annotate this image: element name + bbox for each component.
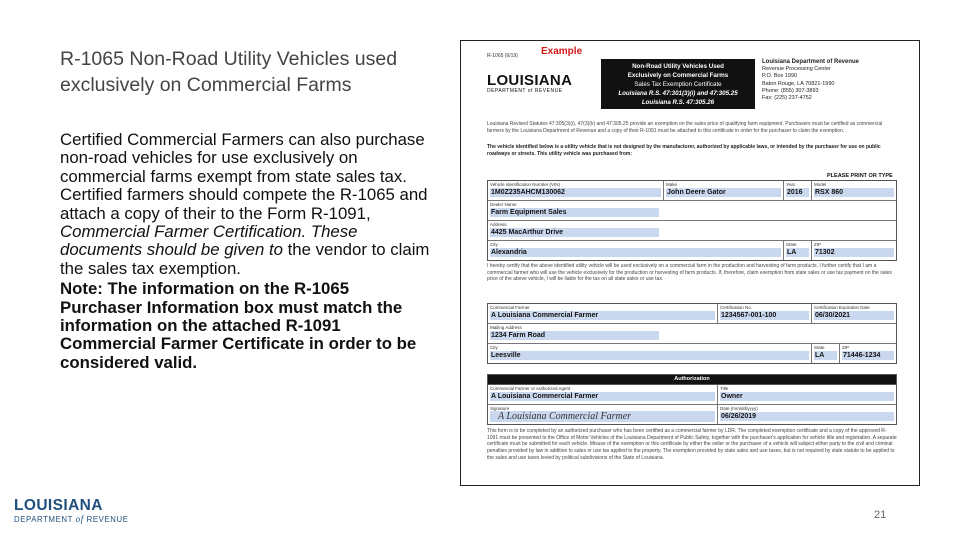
form-title-line: Louisiana R.S. 47:305.26 [641,99,715,106]
cert-expiration-value: 06/30/2021 [814,311,894,320]
logo-of-word: of [75,514,84,524]
form-certify-paragraph: I hereby certify that the above identified utility vehicle will be used exclusively on a commercial farm in the production and harvesting of farm products. I further certify that I am a commercial farmer who will use the vehicle exclusively for the production or harvesting of farm products. If, therefore, claim exemption from state sales or use tax payment on the sales price of the above vehicle, I will be liable for the tax on all state sales or use tax. [487,263,892,283]
year-cell [784,181,812,200]
form-logo [487,73,572,94]
date-value: 06/26/2019 [720,412,894,421]
page-number: 21 [874,509,887,521]
slide-body [60,131,432,372]
vin-value: 1M0Z235AHCM130062 [490,188,661,197]
vehicle-info-box [487,180,897,261]
agent-label: Commercial Farmer or Authorized Agent [490,386,571,391]
city-value: Alexandria [490,248,781,257]
zip-label: ZIP [814,242,822,247]
form-row [488,241,896,260]
purchaser-zip-label: ZIP [842,345,850,350]
form-title-line: Exclusively on Commercial Farms [627,72,729,79]
form-row [488,405,896,424]
year-label: Year [786,182,796,187]
address-label: Address [490,222,507,227]
body-paragraph [60,131,432,278]
dept-line: Phone: (855) 307-3893 [762,87,819,94]
vin-label: Vehicle Identification Number (VIN) [490,182,561,187]
purchaser-city-label: City [490,345,498,350]
cert-expiration-label: Certification Expiration Date [814,305,870,310]
dept-line: Fax: (225) 237-4752 [762,95,812,102]
form-footer-paragraph: This form is to be completed by an authorized purchaser who has been certified as a commercial farmer by LDR. The completed exemption certificate and a copy of the approved R-1091 must be presented to the Office of Motor Vehicles of the Louisiana Department of Public Safety, together with the purchaser's application for vehicle title and registration. A separate certificate must be submitted for each vehicle. Misuse of the exemption or this certificate by either the seller or the purchaser of a vehicle will subject either party to the civil and criminal penalties provided by law in addition to sales or use tax applied to the property. The exemption provided by state sales and use taxes, but is not required by state statute to be applied to the sales and use taxes levied by political subdivisions of the State of Louisiana. [487,428,897,461]
farmer-name-label: Commercial Farmer [490,305,530,310]
purchaser-city-cell [488,344,812,363]
model-cell [812,181,896,200]
farmer-name-cell [488,304,718,323]
body-text-italic: Commercial Farmer Certification. These documents should be given to [60,222,358,260]
form-row [488,304,896,324]
state-cell [784,241,812,260]
form-vehicle-paragraph [487,144,897,157]
farmer-name-value: A Louisiana Commercial Farmer [490,311,715,320]
agent-title-value: Owner [720,392,894,401]
signature-cell [488,405,718,424]
vin-cell [488,181,664,200]
body-text-end: the vendor to claim the sales tax exemption. [60,240,430,278]
state-label: State [786,242,797,247]
form-title-line: Non-Road Utility Vehicles Used [632,63,724,70]
dept-line: Baton Rouge, LA 70821-1990 [762,80,835,87]
state-value: LA [786,248,809,257]
form-row [488,324,896,344]
logo-department [14,514,129,525]
logo-revenue-word: REVENUE [86,515,129,524]
make-cell [664,181,784,200]
model-label: Model [814,182,827,187]
year-value: 2016 [786,188,809,197]
form-logo-sub: DEPARTMENT of REVENUE [487,88,563,94]
body-note: Note: The information on the R-1065 Purchaser Information box must match the information on the attached R-1091 Commercial Farmer Certificate in order to be considered valid. [60,279,417,372]
dealer-cell [488,201,896,220]
form-intro-paragraph: Louisiana Revised Statutes 47:305(3)(i), 47(3)(k) and 47:305.25 provide an exemption on the sales price of qualifying farm equipment. Purchasers must be certified as commercial farmers by the Louisiana Department of Revenue and a copy of their R-1091 must be attached to this certificate in order for the purchaser to claim the exemption. [487,121,883,134]
authorization-box [487,374,897,425]
agent-value: A Louisiana Commercial Farmer [490,392,715,401]
form-number: R-1065 (6/19) [487,53,518,59]
mailing-address-label: Mailing Address [490,325,522,330]
louisiana-revenue-logo [14,498,129,525]
authorization-header: Authorization [488,375,896,385]
signature-value: A Louisiana Commercial Farmer [490,411,715,422]
agent-title-cell [718,385,896,404]
form-department-address [762,59,902,102]
form-title-block [601,59,755,109]
body-text-start: Certified Commercial Farmers can also purchase non-road vehicles for use exclusively on commercial farms exempt from state sales tax. Certified farmers should compete the R-1065 and attach a copy of their to the Form R-1091, [60,130,428,223]
dept-line: Louisiana Department of Revenue [762,59,860,65]
form-row [488,385,896,405]
logo-dept-word: DEPARTMENT [14,515,73,524]
purchaser-info-box [487,303,897,364]
city-cell [488,241,784,260]
dealer-value: Farm Equipment Sales [490,208,659,217]
city-label: City [490,242,498,247]
form-row [488,221,896,241]
purchaser-state-value: LA [814,351,837,360]
zip-value: 71302 [814,248,894,257]
form-title-line: Sales Tax Exemption Certificate [634,81,722,88]
dealer-label: Dealer Name [490,202,517,207]
model-value: RSX 860 [814,188,894,197]
agent-cell [488,385,718,404]
agent-title-label: Title [720,386,729,391]
cert-number-cell [718,304,812,323]
date-label: Date (mm/dd/yyyy) [720,406,758,411]
mailing-address-cell [488,324,896,343]
form-logo-name: LOUISIANA [487,72,573,89]
make-label: Make [666,182,678,187]
vehicle-paragraph-text: The vehicle identified below is a utility vehicle that is not designed by the manufacturer, authorized by applicable laws, or intended by the purchaser for use on public roadways or streets. This utility vehicle was purchased from: [487,144,881,157]
form-row [488,181,896,201]
logo-name: LOUISIANA [14,497,103,514]
slide-title: R-1065 Non-Road Utility Vehicles used exclusively on Commercial Farms [60,48,398,96]
signature-label: Signature [490,406,510,411]
purchaser-state-cell [812,344,840,363]
please-print-label: PLEASE PRINT OR TYPE [827,173,893,179]
r1065-form-image [460,40,920,486]
purchaser-city-value: Leesville [490,351,809,360]
form-title-line: Louisiana R.S. 47:301(3)(i) and 47:305.25 [618,90,738,97]
purchaser-zip-value: 71446-1234 [842,351,894,360]
mailing-address-value: 1234 Farm Road [490,331,659,340]
form-row [488,344,896,363]
cert-number-label: Certification No. [720,305,753,310]
purchaser-state-label: State [814,345,825,350]
make-value: John Deere Gator [666,188,781,197]
address-cell [488,221,896,240]
purchaser-zip-cell [840,344,896,363]
dept-line: P.O. Box 1990 [762,73,798,80]
cert-number-value: 1234567-001-100 [720,311,809,320]
example-label: Example [541,46,583,57]
address-value: 4425 MacArthur Drive [490,228,659,237]
date-cell [718,405,896,424]
form-row [488,201,896,221]
cert-expiration-cell [812,304,896,323]
dept-line: Revenue Processing Center [762,66,831,73]
zip-cell [812,241,896,260]
